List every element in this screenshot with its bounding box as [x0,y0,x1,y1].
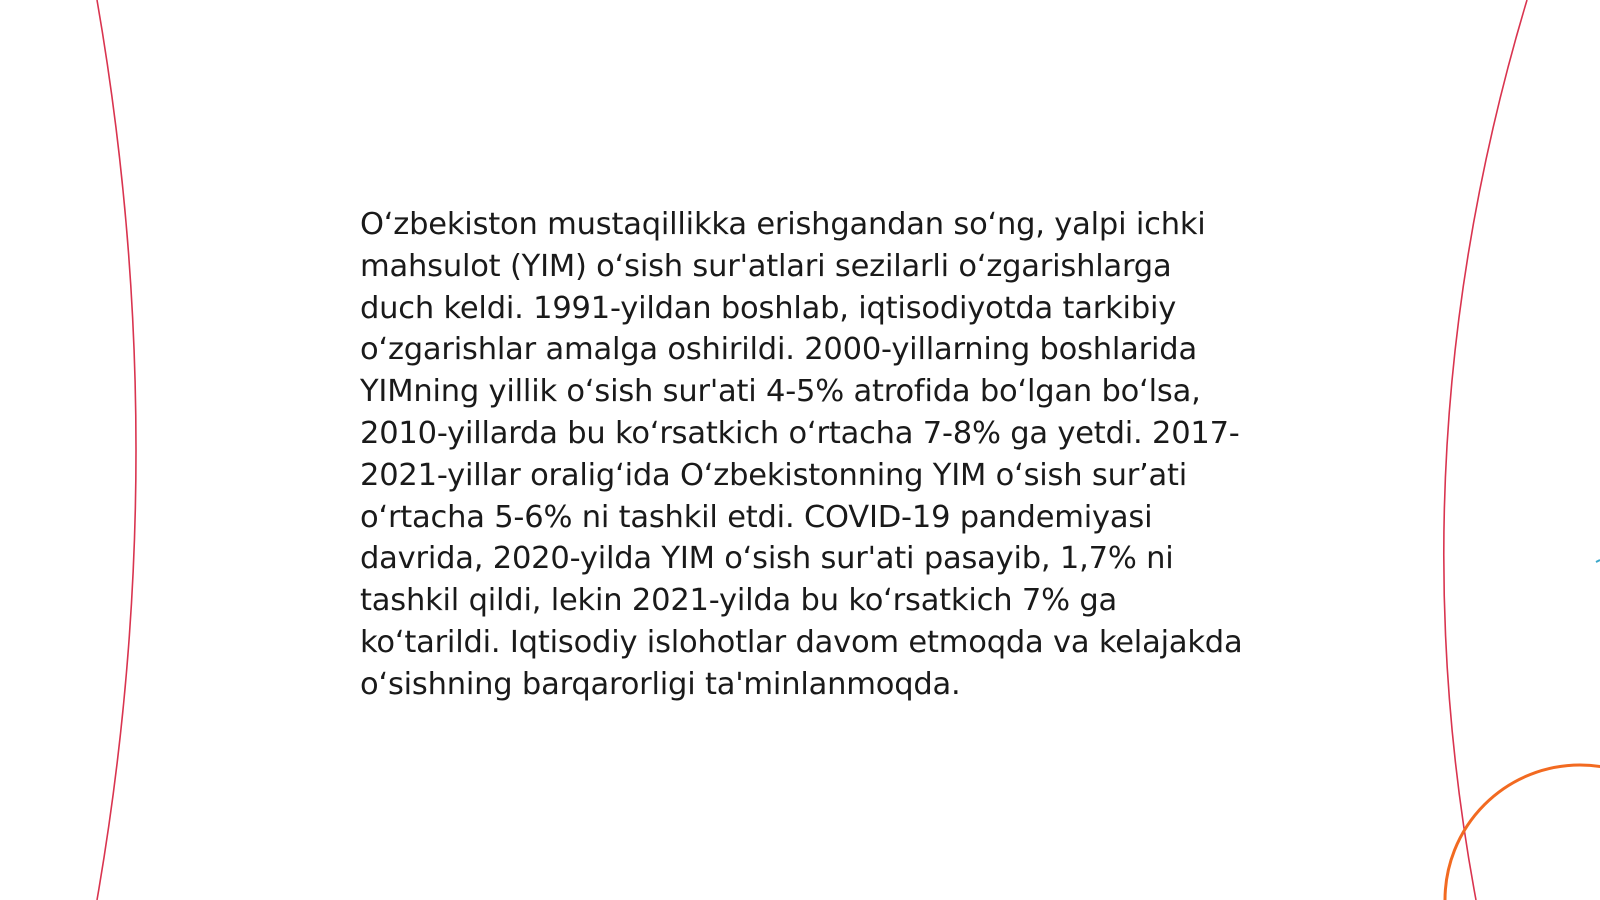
right-arc-line [1444,0,1527,900]
orange-circle-arc [1445,765,1600,900]
body-paragraph: O‘zbekiston mustaqillikka erishgandan so‘ng, yalpi ichki mahsulot (YIM) o‘sish sur'atlari sezilarli o‘zgarishlarga duch keldi. 1991-yildan boshlab, iqtisodiyotda tarkibiy o‘zgarishlar amalga oshirildi. 2000-yillarning boshlarida YIMning yillik o‘sish sur'ati 4-5% atrofida bo‘lgan bo‘lsa, 2010-yillarda bu ko‘rsatkich o‘rtacha 7-8% ga yetdi. 2017-2021-yillar oralig‘ida O‘zbekistonning YIM o‘sish sur’ati o‘rtacha 5-6% ni tashkil etdi. COVID-19 pandemiyasi davrida, 2020-yilda YIM o‘sish sur'ati pasayib, 1,7% ni tashkil qildi, lekin 2021-yilda bu ko‘rsatkich 7% ga ko‘tarildi. Iqtisodiy islohotlar davom etmoqda va kelajakda o‘sishning barqarorligi ta'minlanmoqda. [360,207,1243,702]
left-arc-line [97,0,136,900]
teal-accent-mark [1596,560,1600,562]
